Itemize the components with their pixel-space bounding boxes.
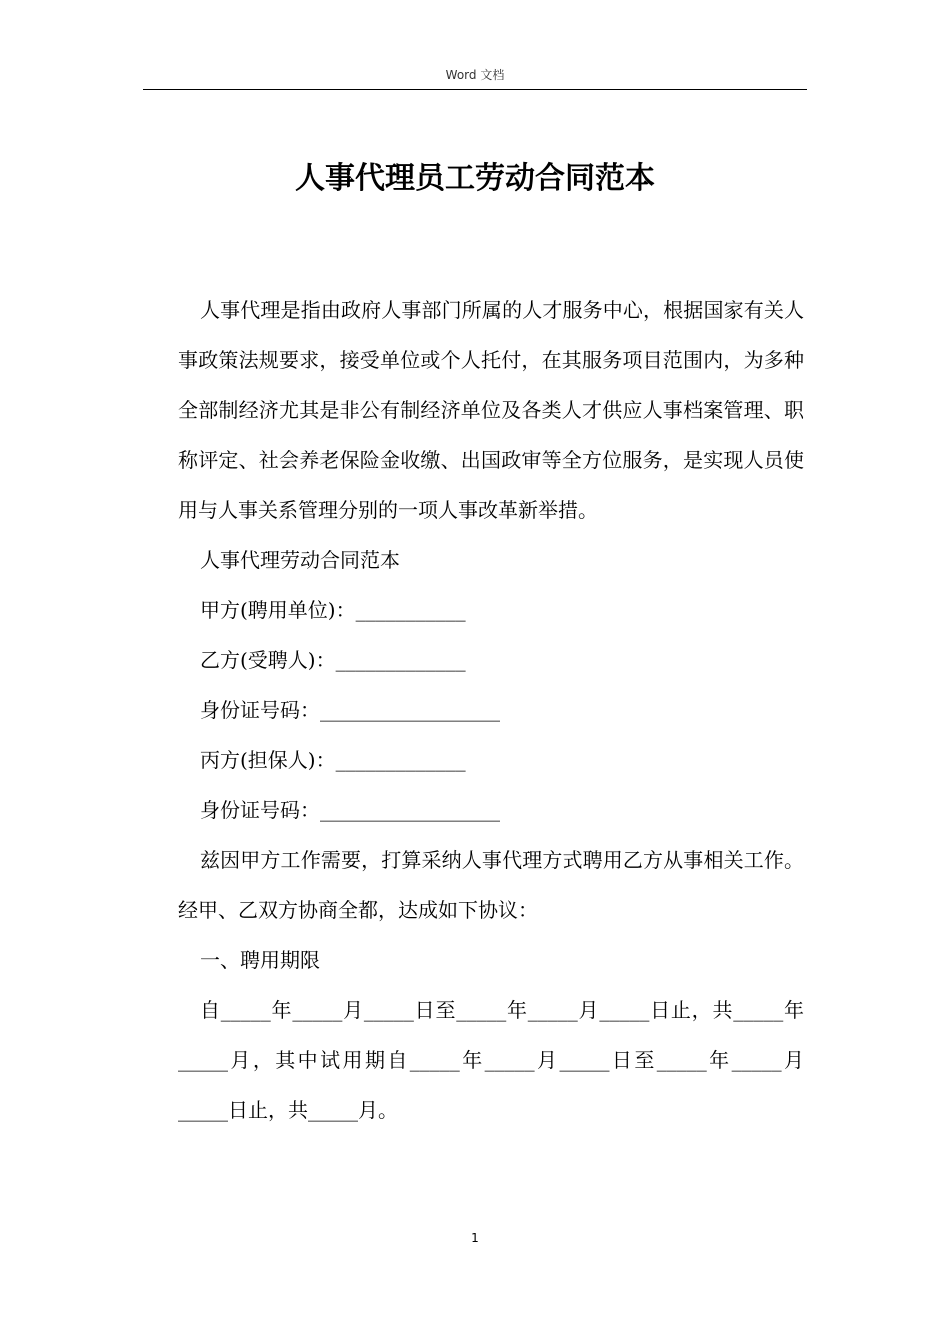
document-title: 人事代理员工劳动合同范本 bbox=[295, 161, 655, 196]
paragraph-agreement: 兹因甲方工作需要，打算采纳人事代理方式聘用乙方从事相关工作。经甲、乙双方协商全都，达成如下协议： bbox=[178, 848, 804, 922]
paragraph-contract-title: 人事代理劳动合同范本 bbox=[200, 548, 400, 572]
page-number: 1 bbox=[471, 1231, 479, 1245]
paragraph-term: 自_____年_____月_____日至_____年_____月_____日止，共_____年_____月，其中试用期自_____年_____月_____日至_____年_____月_____日止，共_____月。 bbox=[178, 998, 804, 1122]
paragraph-party-b-id: 身份证号码：__________________ bbox=[200, 698, 500, 722]
paragraph-party-a: 甲方(聘用单位)：___________ bbox=[200, 598, 466, 622]
paragraph-party-c-id: 身份证号码：__________________ bbox=[200, 798, 500, 822]
header-text: Word 文档 bbox=[445, 68, 505, 82]
document-body bbox=[178, 285, 804, 1135]
paragraph-party-b: 乙方(受聘人)：_____________ bbox=[200, 648, 466, 672]
paragraph-party-c: 丙方(担保人)：_____________ bbox=[200, 748, 466, 772]
paragraph-intro: 人事代理是指由政府人事部门所属的人才服务中心，根据国家有关人事政策法规要求，接受单位或个人托付，在其服务项目范围内，为多种全部制经济尤其是非公有制经济单位及各类人才供应人事档案管理、职称评定、社会养老保险金收缴、出国政审等全方位服务，是实现人员使用与人事关系管理分别的一项人事改革新举措。 bbox=[178, 298, 804, 522]
paragraph-section-heading: 一、聘用期限 bbox=[200, 948, 320, 972]
page-header bbox=[143, 64, 807, 90]
